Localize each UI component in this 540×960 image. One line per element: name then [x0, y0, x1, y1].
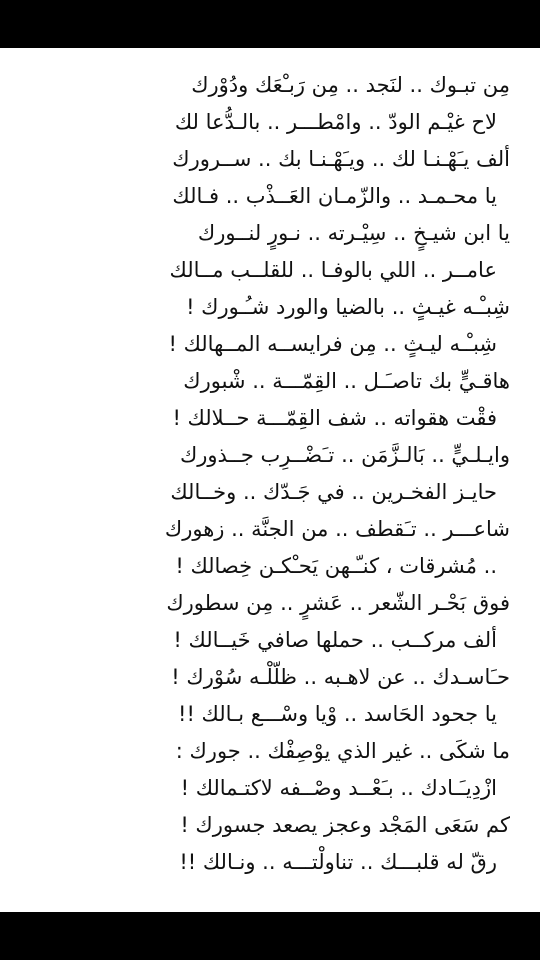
poem-line-6: عامــر .. اللي بالوفـا .. للقلــب مــالك: [169, 258, 497, 282]
poem-line-19: ما شكَى .. غير الذي يوْصِفْك .. جورك :: [175, 739, 510, 763]
poem-line-9: هاقـيٍّ بك تاصـَـل .. القِمّـــة .. شْبورك: [183, 369, 510, 393]
top-black-bar: [0, 0, 540, 48]
poem-page: [0, 48, 540, 912]
poem-line-8: شِبـْـه ليـثٍ .. مِن فرايســه المــهالك !: [168, 332, 497, 356]
poem-line-1: مِن تبـوك .. لنَجد .. مِن رَبـْعَك ودُوْرك: [191, 73, 510, 97]
poem-line-10: فقْت هقواته .. شف القِمّـــة حــلالك !: [172, 406, 497, 430]
poem-line-11: وايـلـيٍّ .. بَالـزَّمَن .. تـَضْــرِب جــذورك: [179, 443, 510, 467]
poem-line-18: يا جحود الحَاسد .. وْيا وسْـــع بـالك !!: [178, 702, 497, 726]
poem-line-16: ألف مركــب .. حملها صافي خَيــالك !: [173, 628, 497, 652]
poem-line-15: فوق بَحْـر الشّعر .. عَشرٍ .. مِن سطورك: [166, 591, 510, 615]
poem-line-17: حـَاسـدك .. عن لاهـبه .. ظلّلْـه سُوْرك !: [171, 665, 510, 689]
bottom-black-bar: [0, 912, 540, 960]
poem-line-20: ازْدِيـَـادك .. بـَعْــد وصْــفه لاكتـمالك !: [180, 776, 497, 800]
poem-line-2: لاح غيْـم الودّ .. وامْطـــر .. بالـدُّعا لك: [174, 110, 497, 134]
poem-line-21: كم سَعَى المَجْد وعجز يصعد جسورك !: [180, 813, 510, 837]
poem-line-3: ألف يـَهْـنـا لك .. ويـَهْـنـا بك .. ســرورك: [172, 147, 510, 171]
poem-line-22: رقّ له قلبـــك .. تناولْتـــه .. ونـالك !!: [179, 850, 497, 874]
poem-line-13: شاعـــر .. تـَقطف .. من الجنَّة .. زهورك: [164, 517, 510, 541]
poem-line-7: شِبـْـه غيـثٍ .. بالضيا والورد شـُـورك !: [186, 295, 510, 319]
poem-line-5: يا ابن شيـخٍ .. سِيْـرته .. نـورٍ لنــورك: [197, 221, 510, 245]
poem-line-12: حايـز الفخـرين .. في جَـدّك .. وخــالك: [170, 480, 497, 504]
poem-line-14: .. مُشرقات ، كنـّـهن يَحـْكـن خِصالك !: [175, 554, 497, 578]
poem-line-4: يا محـمـد .. والزّمـان العَــذْب .. فـالك: [172, 184, 497, 208]
